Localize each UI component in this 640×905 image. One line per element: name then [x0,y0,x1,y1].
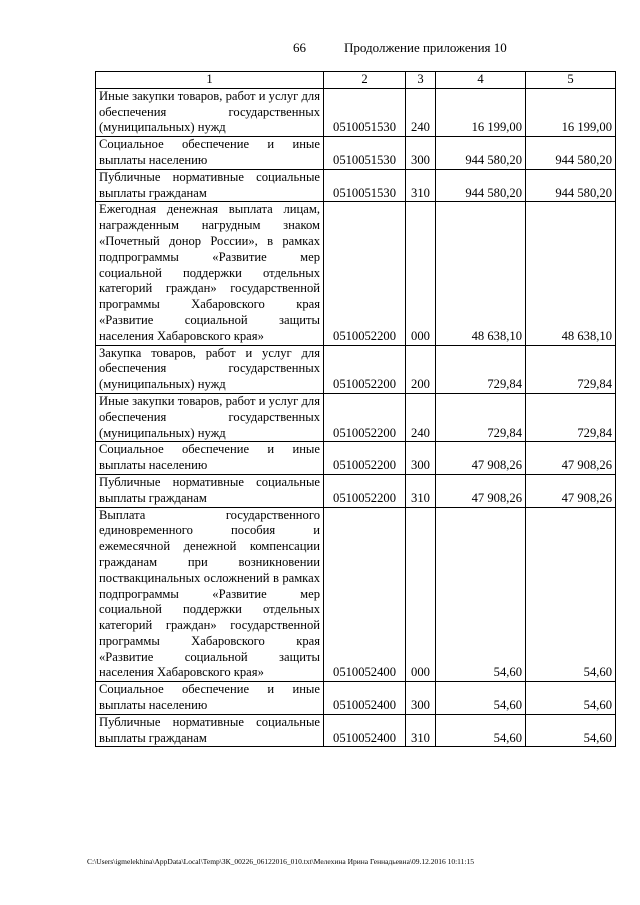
row-name-cell: Публичные нормативные социальные выплаты гражданам [96,474,324,507]
table-row [96,507,616,682]
column-number: 3 [406,72,436,89]
amount-cell: 944 580,20 [526,137,616,170]
expense-type-code: 240 [406,393,436,441]
row-name-cell: Социальное обеспечение и иные выплаты населению [96,442,324,475]
expense-type-code: 310 [406,474,436,507]
amount-cell: 944 580,20 [526,169,616,202]
amount-cell: 48 638,10 [526,202,616,345]
row-name-cell: Социальное обеспечение и иные выплаты населению [96,137,324,170]
target-article-code: 0510052200 [324,202,406,345]
amount-cell: 47 908,26 [526,442,616,475]
expense-type-code: 000 [406,202,436,345]
target-article-code: 0510052200 [324,345,406,393]
amount-cell: 16 199,00 [436,88,526,136]
row-name-cell: Иные закупки товаров, работ и услуг для обеспечения государственных (муниципальных) нужд [96,88,324,136]
expense-type-code: 000 [406,507,436,682]
target-article-code: 0510052200 [324,393,406,441]
column-number: 2 [324,72,406,89]
row-name-cell: Социальное обеспечение и иные выплаты населению [96,682,324,715]
amount-cell: 729,84 [526,393,616,441]
table-row [96,682,616,715]
expense-type-code: 300 [406,682,436,715]
amount-cell: 54,60 [526,507,616,682]
table-row [96,442,616,475]
amount-cell: 729,84 [526,345,616,393]
file-path-footer: C:\Users\igmelekhina\AppData\Local\Temp\ЗК_00226_06122016_010.txt\Мелехина Ирина Геннадьевна\09.12.2016 10:11:15 [87,857,474,866]
amount-cell: 729,84 [436,345,526,393]
amount-cell: 729,84 [436,393,526,441]
amount-cell: 54,60 [436,507,526,682]
expense-type-code: 200 [406,345,436,393]
table-row [96,137,616,170]
amount-cell: 944 580,20 [436,137,526,170]
row-name-cell: Иные закупки товаров, работ и услуг для обеспечения государственных (муниципальных) нужд [96,393,324,441]
row-name-cell: Закупка товаров, работ и услуг для обеспечения государственных (муниципальных) нужд [96,345,324,393]
table-row [96,202,616,345]
column-number-row [96,72,616,89]
row-name-cell: Публичные нормативные социальные выплаты гражданам [96,169,324,202]
expense-type-code: 300 [406,442,436,475]
expense-type-code: 310 [406,714,436,747]
target-article-code: 0510052200 [324,474,406,507]
target-article-code: 0510052200 [324,442,406,475]
expense-type-code: 310 [406,169,436,202]
table-row [96,714,616,747]
column-number: 4 [436,72,526,89]
amount-cell: 48 638,10 [436,202,526,345]
table-row [96,393,616,441]
column-number: 5 [526,72,616,89]
amount-cell: 16 199,00 [526,88,616,136]
expense-type-code: 300 [406,137,436,170]
row-name-cell: Публичные нормативные социальные выплаты гражданам [96,714,324,747]
page-caption: Продолжение приложения 10 [344,40,507,55]
row-name-cell: Ежегодная денежная выплата лицам, награжденным нагрудным знаком «Почетный донор России», в рамках подпрограммы «Развитие мер социальной поддержки отдельных категорий граждан» государственной программы Хабаровского края «Развитие социальной защиты населения Хабаровского края» [96,202,324,345]
page-number: 66 [293,40,306,55]
amount-cell: 47 908,26 [526,474,616,507]
amount-cell: 54,60 [526,682,616,715]
amount-cell: 47 908,26 [436,442,526,475]
target-article-code: 0510051530 [324,137,406,170]
expense-type-code: 240 [406,88,436,136]
table-row [96,169,616,202]
amount-cell: 54,60 [436,714,526,747]
target-article-code: 0510052400 [324,714,406,747]
amount-cell: 47 908,26 [436,474,526,507]
amount-cell: 54,60 [526,714,616,747]
table-row [96,88,616,136]
table-row [96,345,616,393]
target-article-code: 0510051530 [324,88,406,136]
page-header [0,39,640,57]
table-row [96,474,616,507]
amount-cell: 944 580,20 [436,169,526,202]
row-name-cell: Выплата государственного единовременного пособия и ежемесячной денежной компенсации гражданам при возникновении поствакцинальных осложнений в рамках подпрограммы «Развитие мер социальной поддержки отдельных категорий граждан» государственной программы Хабаровского края «Развитие социальной защиты населения Хабаровского края» [96,507,324,682]
target-article-code: 0510051530 [324,169,406,202]
target-article-code: 0510052400 [324,507,406,682]
target-article-code: 0510052400 [324,682,406,715]
column-number: 1 [96,72,324,89]
budget-table [95,71,616,747]
amount-cell: 54,60 [436,682,526,715]
